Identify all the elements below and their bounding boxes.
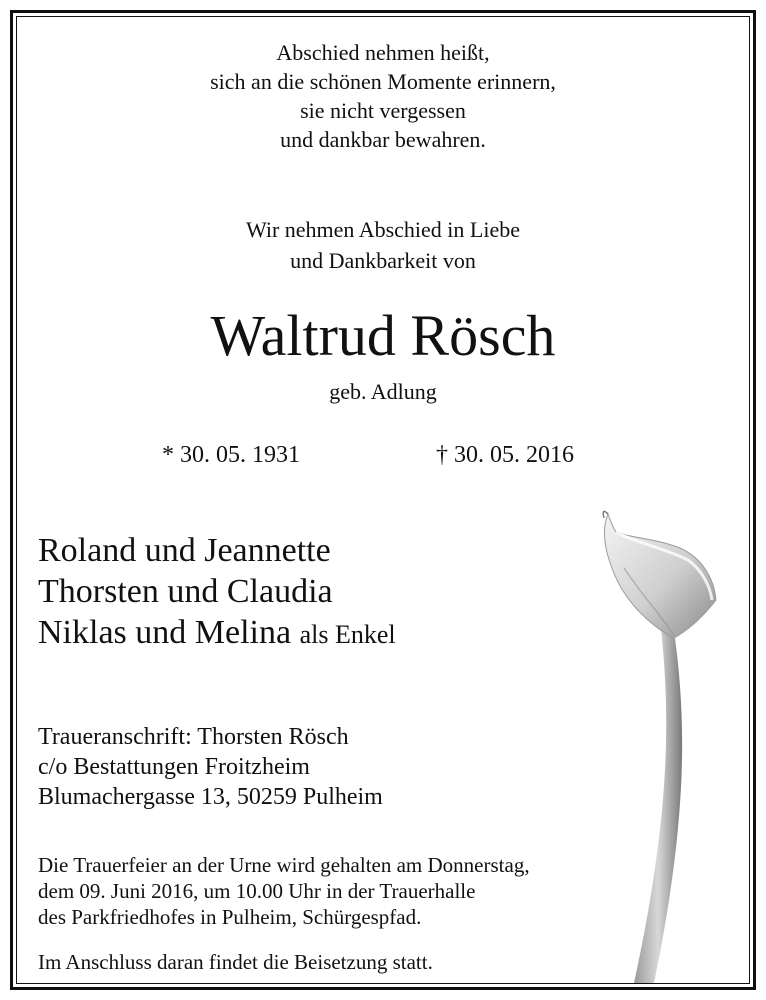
maiden-name: geb. Adlung [329, 379, 437, 404]
family-line: Roland und Jeannette [38, 532, 331, 569]
intro-line: Wir nehmen Abschied in Liebe [245, 217, 521, 242]
ceremony-details [38, 852, 530, 930]
ceremony-line: dem 09. Juni 2016, um 10.00 Uhr in der Trauerhalle [38, 879, 476, 903]
address-line: c/o Bestattungen Froitzheim [38, 754, 310, 780]
intro-line: und Dankbarkeit von [290, 248, 476, 273]
death-date: † 30. 05. 2016 [436, 442, 574, 468]
calla-lily-icon [594, 508, 724, 988]
family-members [38, 530, 396, 655]
grandchildren-names: Niklas und Melina [38, 614, 292, 651]
address-line: Traueranschrift: Thorsten Rösch [38, 724, 349, 750]
family-line: Thorsten und Claudia [38, 573, 333, 610]
quote-line: sie nicht vergessen [300, 98, 466, 123]
address-line: Blumachergasse 13, 50259 Pulheim [38, 784, 383, 810]
deceased-name: Waltrud Rösch [210, 303, 556, 368]
quote-line: sich an die schönen Momente erinnern, [210, 69, 556, 94]
memorial-quote [0, 38, 766, 154]
birth-date: * 30. 05. 1931 [162, 442, 300, 468]
quote-line: Abschied nehmen heißt, [276, 40, 490, 65]
grandchildren-suffix: als Enkel [299, 620, 396, 649]
ceremony-line: des Parkfriedhofes in Pulheim, Schürgespfad. [38, 905, 422, 929]
mourning-address [38, 722, 383, 812]
ceremony-line: Die Trauerfeier an der Urne wird gehalten am Donnerstag, [38, 853, 530, 877]
burial-note: Im Anschluss daran findet die Beisetzung statt. [38, 950, 433, 974]
family-line [38, 612, 396, 655]
quote-line: und dankbar bewahren. [280, 127, 486, 152]
calla-lily-icon [594, 508, 724, 993]
farewell-intro [0, 214, 766, 276]
